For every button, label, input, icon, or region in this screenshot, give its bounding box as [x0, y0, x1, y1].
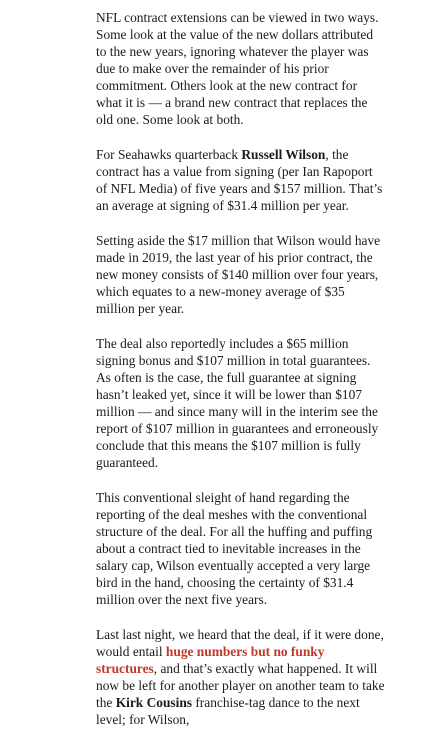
paragraph-2	[96, 146, 386, 214]
paragraph-5: This conventional sleight of hand regarding the reporting of the deal meshes with the conventional structure of the deal. For all the huffing and puffing about a contract tied to inevitable increases in the salary cap, Wilson eventually accepted a very large bird in the hand, choosing the certainty of $31.4 million over the next five years.	[96, 490, 373, 607]
paragraph-6	[96, 626, 386, 728]
paragraph-2-text-before: For Seahawks quarterback	[96, 147, 242, 162]
paragraph-1: NFL contract extensions can be viewed in two ways. Some look at the value of the new dollars attributed to the new years, ignoring whatever the player was due to make over the remainder of his prior commitment. Others look at the new contract for what it is — a brand new contract that replaces the old one. Some look at both.	[96, 10, 379, 127]
huge-numbers-link[interactable]: huge numbers but no funky structures	[96, 644, 325, 676]
paragraph-2-text-after: , the contract has a value from signing (per Ian Rapoport of NFL Media) of five years and $157 million. That’s an average at signing of $31.4 million per year.	[96, 147, 383, 213]
player-name-russell-wilson: Russell Wilson	[241, 147, 326, 162]
paragraph-4: The deal also reportedly includes a $65 million signing bonus and $107 million in total guarantees. As often is the case, the full guarantee at signing hasn’t leaked yet, since it will be lower than $107 million — and since many will in the interim see the report of $107 million in guarantees and erroneously conclude that this means the $107 million is fully guaranteed.	[96, 336, 379, 470]
paragraph-3: Setting aside the $17 million that Wilson would have made in 2019, the last year of his prior contract, the new money consists of $140 million over four years, which equates to a new-money average of $35 million per year.	[96, 233, 381, 316]
paragraph-6-text-middle: , and that’s exactly what happened. It will now be left for another player on another team to take the	[96, 661, 385, 710]
paragraph-6-text-before: Last last night, we heard that the deal, if it were done, would entail	[96, 627, 384, 659]
player-name-kirk-cousins: Kirk Cousins	[115, 695, 192, 710]
paragraph-6-text-after: franchise-tag dance to the next level; for Wilson,	[96, 695, 360, 727]
